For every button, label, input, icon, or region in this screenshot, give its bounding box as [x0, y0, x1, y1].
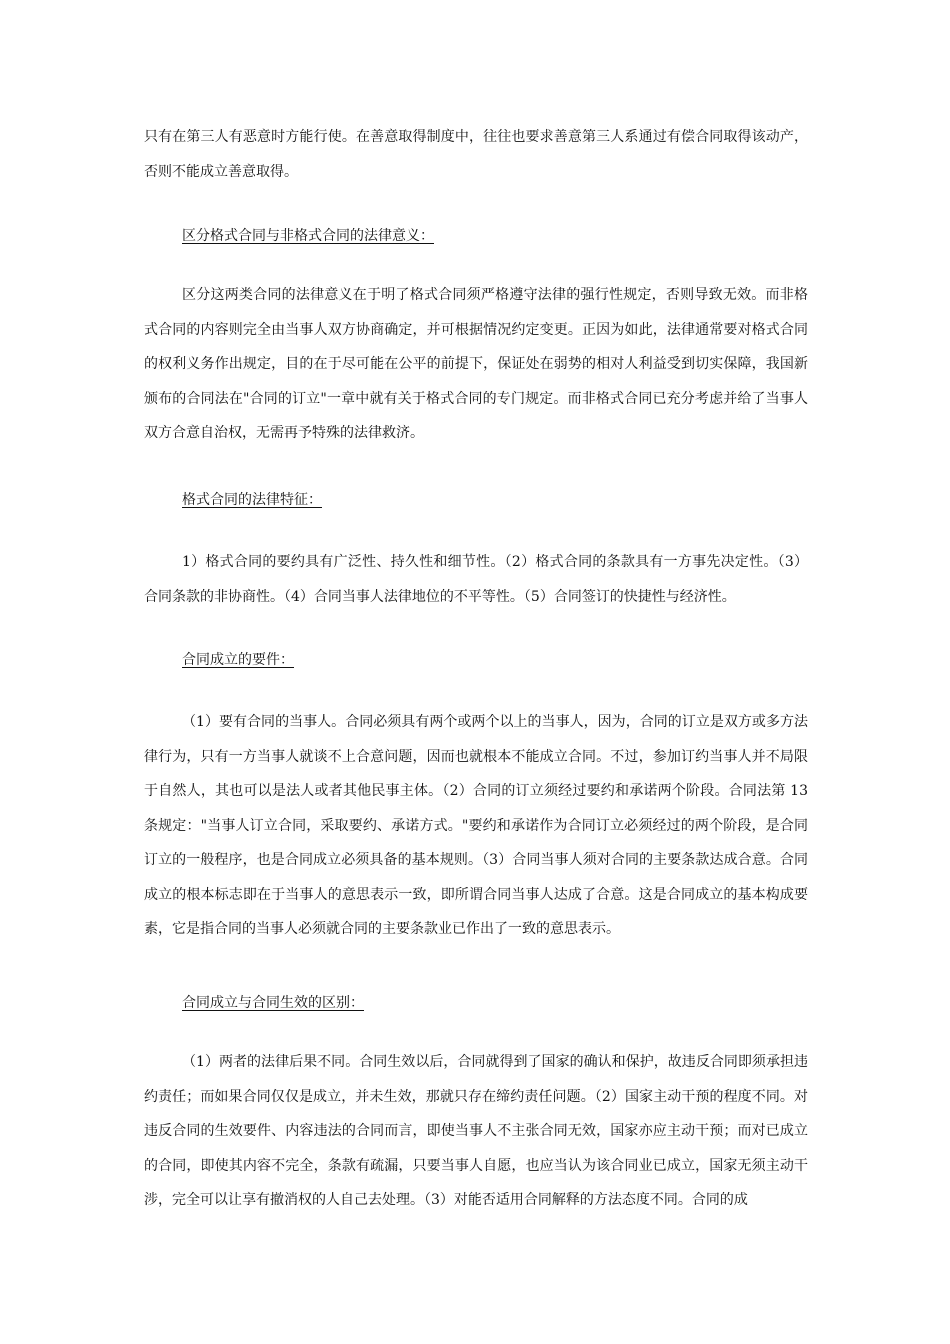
heading-text: 合同成立与合同生效的区别：	[182, 995, 364, 1011]
heading-formation-vs-effect	[182, 993, 364, 1013]
paragraph-text: 区分这两类合同的法律意义在于明了格式合同须严格遵守法律的强行性规定，否则导致无效。而非格式合同的内容则完全由当事人双方协商确定，并可根据情况约定变更。正因为如此，法律通常要对格式合同的权利义务作出规定，目的在于尽可能在公平的前提下，保证处在弱势的相对人利益受到切实保障，我国新颁布的合同法在"合同的订立"一章中就有关于格式合同的专门规定。而非格式合同已充分考虑并给了当事人双方合意自治权，无需再予特殊的法律救济。	[144, 287, 808, 441]
paragraph-formation-requirements	[144, 705, 808, 947]
paragraph-text: 只有在第三人有恶意时方能行使。在善意取得制度中，往往也要求善意第三人系通过有偿合同取得该动产，否则不能成立善意取得。	[144, 129, 808, 180]
paragraph-text: 1）格式合同的要约具有广泛性、持久性和细节性。（2）格式合同的条款具有一方事先决定性。（3）合同条款的非协商性。（4）合同当事人法律地位的不平等性。（5）合同签订的快捷性与经济性。	[144, 554, 808, 605]
paragraph-text: （1）两者的法律后果不同。合同生效以后，合同就得到了国家的确认和保护，故违反合同即须承担违约责任；而如果合同仅仅是成立，并未生效，那就只存在缔约责任问题。（2）国家主动干预的程度不同。对违反合同的生效要件、内容违法的合同而言，即使当事人不主张合同无效，国家亦应主动干预；而对已成立的合同，即使其内容不完全，条款有疏漏，只要当事人自愿，也应当认为该合同业已成立，国家无须主动干涉，完全可以让享有撤消权的人自己去处理。（3）对能否适用合同解释的方法态度不同。合同的成	[144, 1054, 808, 1208]
paragraph-legal-features	[144, 545, 808, 614]
paragraph-good-faith-acquisition	[144, 120, 808, 189]
heading-formation-requirements	[182, 650, 294, 670]
heading-text: 合同成立的要件：	[182, 652, 294, 668]
heading-text: 区分格式合同与非格式合同的法律意义：	[182, 228, 434, 244]
paragraph-legal-significance	[144, 278, 808, 451]
heading-legal-features	[182, 490, 322, 510]
heading-legal-significance	[182, 226, 434, 246]
heading-text: 格式合同的法律特征：	[182, 492, 322, 508]
paragraph-text: （1）要有合同的当事人。合同必须具有两个或两个以上的当事人，因为，合同的订立是双方或多方法律行为，只有一方当事人就谈不上合意问题，因而也就根本不能成立合同。不过，参加订约当事人并不局限于自然人，其也可以是法人或者其他民事主体。（2）合同的订立须经过要约和承诺两个阶段。合同法第 13 条规定："当事人订立合同，采取要约、承诺方式。"要约和承诺作为合同订立必须经过的两个阶段，是合同订立的一般程序，也是合同成立必须具备的基本规则。（3）合同当事人须对合同的主要条款达成合意。合同成立的根本标志即在于当事人的意思表示一致，即所谓合同当事人达成了合意。这是合同成立的基本构成要素，它是指合同的当事人必须就合同的主要条款业已作出了一致的意思表示。	[144, 714, 808, 937]
paragraph-formation-vs-effect	[144, 1045, 808, 1218]
